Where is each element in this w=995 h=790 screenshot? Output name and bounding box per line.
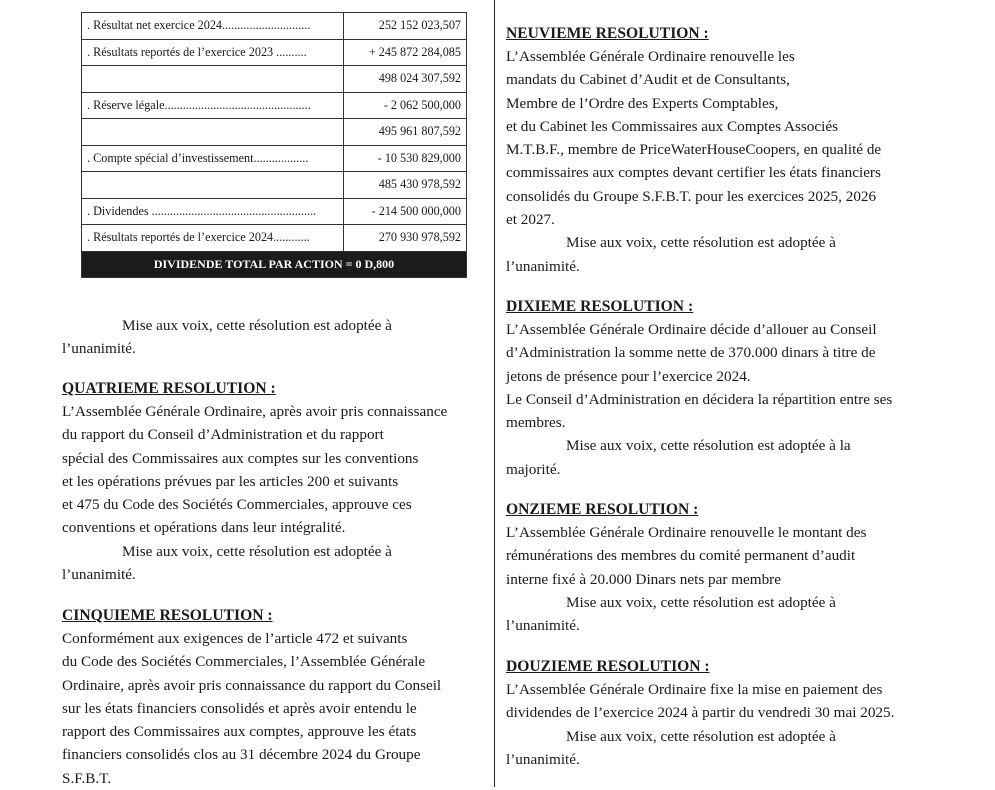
- row-label: . Compte spécial d’investissement..................: [82, 145, 344, 172]
- table-row: [82, 198, 467, 225]
- table-row: [82, 66, 467, 93]
- row-label: . Résultats reportés de l’exercice 2024............: [82, 225, 344, 252]
- text-line: et 2027.: [506, 211, 555, 229]
- table-row: [82, 92, 467, 119]
- row-value: + 245 872 284,085: [344, 39, 467, 66]
- text-line: Membre de l’Ordre des Experts Comptables,: [506, 94, 779, 112]
- quatrieme-resolution: [62, 377, 486, 586]
- onzieme-resolution: [506, 498, 929, 637]
- row-label: . Réserve légale................................................: [82, 92, 344, 119]
- text-line: rapport des Commissaires aux comptes, approuve les états: [62, 723, 417, 741]
- text-line: financiers consolidés clos au 31 décembre 2024 du Groupe: [62, 746, 421, 764]
- profit-allocation-table: [81, 12, 467, 278]
- text-line: et 475 du Code des Sociétés Commerciales, approuve ces: [62, 496, 412, 514]
- row-value: - 214 500 000,000: [344, 198, 467, 225]
- dixieme-resolution: [506, 295, 929, 481]
- total-row: [82, 251, 467, 277]
- table-row: [82, 39, 467, 66]
- text-line: conventions et opérations dans leur intégralité.: [62, 519, 346, 537]
- vote-line: l’unanimité.: [506, 750, 580, 768]
- resolution-heading: ONZIEME RESOLUTION :: [506, 501, 699, 518]
- table-row: [82, 225, 467, 252]
- table-row: [82, 145, 467, 172]
- vote-line: Mise aux voix, cette résolution est adoptée à: [122, 317, 392, 334]
- vote-line: l’unanimité.: [62, 340, 136, 358]
- vote-line: l’unanimité.: [62, 566, 136, 584]
- table-row: [82, 119, 467, 146]
- vote-line: l’unanimité.: [506, 257, 580, 275]
- resolution-heading: CINQUIEME RESOLUTION :: [62, 607, 273, 624]
- text-line: sur les états financiers consolidés et après avoir entendu le: [62, 699, 417, 717]
- text-line: L’Assemblée Générale Ordinaire renouvelle le montant des: [506, 524, 867, 541]
- row-value: 495 961 807,592: [344, 119, 467, 146]
- text-line: et du Cabinet les Commissaires aux Comptes Associés: [506, 117, 838, 135]
- dividend-total: DIVIDENDE TOTAL PAR ACTION = 0 D,800: [82, 251, 467, 277]
- text-line: du Code des Sociétés Commerciales, l’Assemblée Générale: [62, 653, 426, 671]
- text-line: rémunérations des membres du comité permanent d’audit: [506, 547, 856, 565]
- text-line: S.F.B.T.: [62, 769, 112, 787]
- text-line: L’Assemblée Générale Ordinaire, après avoir pris connaissance: [62, 403, 448, 420]
- text-line: jetons de présence pour l’exercice 2024.: [506, 367, 751, 385]
- row-label: . Dividendes ......................................................: [82, 198, 344, 225]
- text-line: Conformément aux exigences de l’article 472 et suivants: [62, 630, 408, 647]
- text-line: Ordinaire, après avoir pris connaissance du rapport du Conseil: [62, 676, 442, 694]
- text-line: membres.: [506, 414, 566, 432]
- text-line: M.T.B.F., membre de PriceWaterHouseCoopers, en qualité de: [506, 141, 882, 159]
- vote-line: Mise aux voix, cette résolution est adoptée à: [566, 234, 836, 252]
- vote-after-table: [62, 314, 486, 361]
- row-label: [82, 172, 344, 199]
- text-line: L’Assemblée Générale Ordinaire décide d’allouer au Conseil: [506, 321, 877, 338]
- text-line: L’Assemblée Générale Ordinaire fixe la mise en paiement des: [506, 681, 883, 698]
- row-value: - 10 530 829,000: [344, 145, 467, 172]
- row-label: [82, 66, 344, 93]
- resolution-heading: DOUZIEME RESOLUTION :: [506, 658, 710, 675]
- row-label: [82, 119, 344, 146]
- column-divider: [494, 0, 495, 787]
- row-label: . Résultats reportés de l’exercice 2023 ..........: [82, 39, 344, 66]
- text-line: d’Administration la somme nette de 370.000 dinars à titre de: [506, 344, 876, 362]
- text-line: spécial des Commissaires aux comptes sur les conventions: [62, 449, 419, 467]
- row-value: 270 930 978,592: [344, 225, 467, 252]
- text-line: dividendes de l’exercice 2024 à partir du vendredi 30 mai 2025.: [506, 704, 895, 722]
- douzieme-resolution: [506, 655, 929, 771]
- vote-line: Mise aux voix, cette résolution est adoptée à: [566, 727, 836, 745]
- vote-line: Mise aux voix, cette résolution est adoptée à: [122, 542, 392, 560]
- row-value: 498 024 307,592: [344, 66, 467, 93]
- text-line: commissaires aux comptes devant certifier les états financiers: [506, 164, 881, 182]
- row-value: 485 430 978,592: [344, 172, 467, 199]
- vote-line: majorité.: [506, 460, 561, 478]
- vote-line: Mise aux voix, cette résolution est adoptée à: [566, 593, 836, 611]
- vote-line: Mise aux voix, cette résolution est adoptée à la: [566, 437, 851, 455]
- neuvieme-resolution: [506, 22, 929, 278]
- table-row: [82, 13, 467, 40]
- text-line: et les opérations prévues par les articles 200 et suivants: [62, 472, 399, 490]
- text-line: Le Conseil d’Administration en décidera la répartition entre ses: [506, 390, 893, 408]
- text-line: du rapport du Conseil d’Administration et du rapport: [62, 426, 384, 444]
- text-line: mandats du Cabinet d’Audit et de Consultants,: [506, 71, 790, 89]
- table-row: [82, 172, 467, 199]
- cinquieme-resolution: [62, 604, 486, 790]
- vote-line: l’unanimité.: [506, 617, 580, 635]
- resolution-heading: DIXIEME RESOLUTION :: [506, 298, 694, 315]
- row-value: 252 152 023,507: [344, 13, 467, 40]
- text-line: interne fixé à 20.000 Dinars nets par membre: [506, 570, 781, 588]
- text-line: L’Assemblée Générale Ordinaire renouvelle les: [506, 48, 795, 65]
- resolution-heading: QUATRIEME RESOLUTION :: [62, 380, 276, 397]
- row-value: - 2 062 500,000: [344, 92, 467, 119]
- row-label: . Résultat net exercice 2024.............................: [82, 13, 344, 40]
- text-line: consolidés du Groupe S.F.B.T. pour les exercices 2025, 2026: [506, 187, 877, 205]
- resolution-heading: NEUVIEME RESOLUTION :: [506, 25, 709, 42]
